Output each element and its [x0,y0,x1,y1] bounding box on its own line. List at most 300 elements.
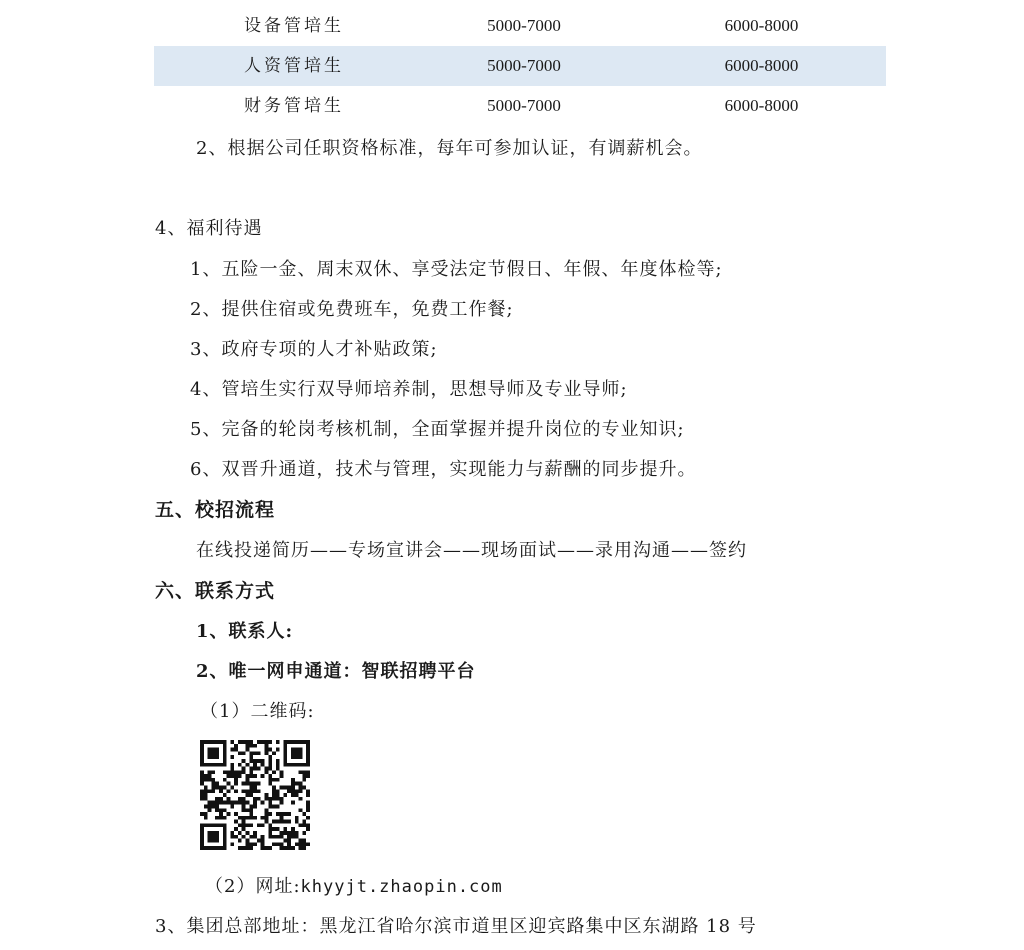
qr-module [253,804,257,808]
qr-module [215,839,219,843]
qr-module [223,740,227,744]
qr-module [295,820,299,824]
qr-module [299,842,303,846]
qr-module [223,778,227,782]
qr-module [268,755,272,759]
qr-module [242,823,246,827]
qr-module [249,842,253,846]
qr-module [272,804,276,808]
qr-module [211,748,215,752]
qr-module [268,748,272,752]
benefit-item: 5、完备的轮岗考核机制，全面掌握并提升岗位的专业知识; [190,419,685,440]
qr-module [283,786,287,790]
qr-module [280,842,284,846]
qr-module [306,748,310,752]
qr-module [291,778,295,782]
qr-module [200,839,204,843]
qr-module [242,835,246,839]
qr-module [287,831,291,835]
qr-module [283,827,287,831]
qr-module [287,763,291,767]
qr-module [272,786,276,790]
qr-module [287,786,291,790]
qr-module [261,835,265,839]
qr-module [268,740,272,744]
qr-module [208,770,212,774]
qr-module [295,763,299,767]
qr-module [200,759,204,763]
qr-module [276,812,280,816]
qr-module [280,846,284,850]
qr-module [227,812,231,816]
qr-module [283,744,287,748]
qr-module [219,846,223,850]
qr-module [215,797,219,801]
qr-module [272,789,276,793]
qr-module [257,759,261,763]
qr-module [283,820,287,824]
qr-module [208,801,212,805]
qr-module [215,816,219,820]
qr-module [211,801,215,805]
qr-module [299,789,303,793]
qr-module [246,744,250,748]
qr-module [246,839,250,843]
qr-module [291,846,295,850]
qr-module [242,808,246,812]
qr-module [242,816,246,820]
qr-module [276,740,280,744]
qr-module [299,770,303,774]
qr-module [219,789,223,793]
qr-module [215,755,219,759]
qr-module [246,801,250,805]
qr-module [219,786,223,790]
qr-module [264,808,268,812]
qr-module [234,789,238,793]
qr-module [204,823,208,827]
qr-module [200,774,204,778]
qr-module [230,767,234,771]
qr-module [208,823,212,827]
qr-module [295,751,299,755]
qr-module [223,842,227,846]
qr-module [306,842,310,846]
qr-module [306,823,310,827]
qr-module [253,767,257,771]
qr-module [302,786,306,790]
qr-module [246,748,250,752]
qr-module [257,789,261,793]
qr-module [272,770,276,774]
qr-module [253,759,257,763]
qr-module [230,804,234,808]
qr-module [268,827,272,831]
qr-module [234,778,238,782]
salary-range-b-cell: 6000-8000 [724,56,799,75]
qr-module [302,774,306,778]
qr-module [283,740,287,744]
qr-module [238,751,242,755]
qr-module [295,740,299,744]
qr-module [268,835,272,839]
qr-module [302,823,306,827]
qr-module [215,801,219,805]
qr-module [223,839,227,843]
qr-module [264,846,268,850]
process-flow: 在线投递简历——专场宣讲会——现场面试——录用沟通——签约 [196,540,747,561]
qr-module [302,740,306,744]
qr-module [230,835,234,839]
qr-module [280,797,284,801]
qr-module [238,763,242,767]
qr-module [257,751,261,755]
qr-module [200,797,204,801]
qr-module [268,804,272,808]
qr-module [249,759,253,763]
qr-module [234,744,238,748]
benefit-item: 6、双晋升通道，技术与管理，实现能力与薪酬的同步提升。 [190,459,697,480]
qr-module [261,816,265,820]
qr-module [295,831,299,835]
qr-module [238,839,242,843]
qr-module [200,744,204,748]
qr-module [249,782,253,786]
qr-module [261,839,265,843]
qr-module [276,767,280,771]
qr-module [204,786,208,790]
application-channel: 2、唯一网申通道：智联招聘平台 [196,661,476,682]
qr-module [264,767,268,771]
qr-module [268,763,272,767]
recruitment-url-link[interactable]: khyyjt.zhaopin.com [300,877,503,897]
qr-module [264,812,268,816]
qr-module [211,770,215,774]
qr-module [261,740,265,744]
qr-module [291,740,295,744]
qr-module [249,744,253,748]
qr-module [283,846,287,850]
qr-module [211,786,215,790]
qr-module [253,763,257,767]
qr-module [283,793,287,797]
qr-module [204,846,208,850]
qr-module [295,748,299,752]
qr-module [253,751,257,755]
qr-module [219,812,223,816]
qr-module [246,789,250,793]
qr-module [230,801,234,805]
qr-module [242,827,246,831]
qr-module [200,789,204,793]
qr-module [295,816,299,820]
qr-module [280,770,284,774]
qr-module [268,797,272,801]
qr-module [223,751,227,755]
qr-module [208,846,212,850]
qr-module [219,763,223,767]
qr-module [211,755,215,759]
qr-module [211,789,215,793]
salary-range-a-cell: 5000-7000 [487,96,561,115]
qr-module [299,782,303,786]
qr-module [299,823,303,827]
qr-module [211,751,215,755]
qr-module [264,793,268,797]
qr-module [264,816,268,820]
qr-module [306,801,310,805]
qr-module [299,786,303,790]
qr-module [200,778,204,782]
qr-module [238,816,242,820]
qr-module [283,759,287,763]
position-cell: 人资管培生 [244,56,344,76]
qr-module [253,782,257,786]
qr-module [211,763,215,767]
qr-module [264,751,268,755]
qr-module [249,816,253,820]
qr-module [242,797,246,801]
qr-module [215,835,219,839]
qr-module [208,751,212,755]
qr-module [249,789,253,793]
qr-module [276,835,280,839]
qr-module [219,797,223,801]
qr-module [200,748,204,752]
qr-module [238,740,242,744]
qr-module [249,808,253,812]
qr-module [268,823,272,827]
qr-module [227,770,231,774]
qr-module [264,744,268,748]
qr-module [215,808,219,812]
qr-module [306,770,310,774]
qr-module [253,786,257,790]
qr-module [234,774,238,778]
qr-module [283,748,287,752]
qr-module [287,842,291,846]
qr-module [291,786,295,790]
position-cell: 设备管培生 [244,16,344,36]
hq-address: 3、集团总部地址：黑龙江省哈尔滨市道里区迎宾路集中区东湖路 18 号 [155,916,757,937]
qr-module [264,770,268,774]
qr-module [287,812,291,816]
qr-module [219,808,223,812]
qr-module [200,751,204,755]
qr-module [306,744,310,748]
qr-module [208,748,212,752]
qr-module [223,748,227,752]
qr-module [276,759,280,763]
qr-module [299,808,303,812]
qr-module [211,740,215,744]
qr-module [299,839,303,843]
qr-module [223,801,227,805]
qr-module [238,770,242,774]
qr-module [208,763,212,767]
qr-module [302,846,306,850]
qr-module [242,751,246,755]
qr-module [291,782,295,786]
qr-module [242,846,246,850]
benefit-item: 4、管培生实行双导师培养制，思想导师及专业导师; [190,379,628,400]
qr-module [200,831,204,835]
qr-module [283,751,287,755]
qr-module [223,835,227,839]
qr-module [215,782,219,786]
qr-module [302,763,306,767]
qr-module [223,827,227,831]
qr-module [302,770,306,774]
qr-module [299,755,303,759]
qr-module [283,755,287,759]
qr-module [299,846,303,850]
qr-module [268,812,272,816]
qr-module [211,778,215,782]
qr-module [299,748,303,752]
qr-module [253,816,257,820]
qr-module [200,827,204,831]
qr-module [204,740,208,744]
qr-module [238,823,242,827]
qr-module [287,789,291,793]
qr-module [242,740,246,744]
qr-module [291,751,295,755]
qr-module [246,774,250,778]
qr-module [302,831,306,835]
qr-module [291,835,295,839]
qr-module [257,767,261,771]
qr-module [302,842,306,846]
qr-module [306,774,310,778]
qr-module [230,842,234,846]
qr-module [276,778,280,782]
qr-module [249,793,253,797]
qr-module [223,793,227,797]
qr-module [306,755,310,759]
table-row [154,86,886,126]
qr-module [249,755,253,759]
qr-module [249,774,253,778]
qr-module [211,782,215,786]
qr-module [261,823,265,827]
qr-module [208,755,212,759]
qr-module [272,797,276,801]
qr-module [280,816,284,820]
qr-module [291,748,295,752]
qr-module [204,763,208,767]
qr-module [230,786,234,790]
qr-module [306,804,310,808]
salary-range-a-cell: 5000-7000 [487,56,561,75]
qr-module [215,823,219,827]
qr-module [268,759,272,763]
qr-module [242,801,246,805]
salary-range-b-cell: 6000-8000 [724,16,799,35]
qr-module [261,774,265,778]
qr-module [223,759,227,763]
qr-module [246,793,250,797]
qr-module [264,797,268,801]
qr-module [291,801,295,805]
qr-module [276,789,280,793]
qr-module [249,835,253,839]
qr-module [234,748,238,752]
url-row [205,872,503,898]
qr-module [208,804,212,808]
qr-module [276,748,280,752]
qr-module [295,755,299,759]
qr-module [249,767,253,771]
qr-module [280,786,284,790]
qr-module [208,789,212,793]
benefit-item: 3、政府专项的人才补贴政策; [190,339,438,360]
qr-module [280,812,284,816]
qr-module [272,835,276,839]
qr-module [208,740,212,744]
qr-module [246,740,250,744]
qr-module [246,778,250,782]
qr-module [230,748,234,752]
qr-module [276,820,280,824]
qr-module [264,748,268,752]
qr-module [280,774,284,778]
qr-module [215,831,219,835]
qr-module [249,751,253,755]
qr-module [223,816,227,820]
qr-module [211,831,215,835]
qr-module [200,740,204,744]
qr-module [234,835,238,839]
qr-module [299,751,303,755]
qr-module [238,774,242,778]
qr-module [208,839,212,843]
qr-module [223,808,227,812]
qr-module [276,793,280,797]
qr-module [283,763,287,767]
qr-module [242,820,246,824]
qr-module [276,797,280,801]
qr-module [272,778,276,782]
qr-module [291,793,295,797]
qr-module [200,823,204,827]
qr-module [215,751,219,755]
qr-module [257,782,261,786]
qr-module [246,816,250,820]
qr-module [287,740,291,744]
qr-module [249,770,253,774]
qr-module [249,804,253,808]
qr-module [200,763,204,767]
qr-module [283,839,287,843]
qr-module [302,778,306,782]
table-row [154,46,886,86]
qr-module [291,755,295,759]
qr-module [295,793,299,797]
qr-module [238,846,242,850]
qr-module [253,831,257,835]
qr-module [204,804,208,808]
qr-module [204,789,208,793]
qr-module [268,831,272,835]
qr-module [246,823,250,827]
qr-module [299,763,303,767]
qr-module [234,827,238,831]
qr-module [306,827,310,831]
qr-module [234,782,238,786]
qr-module [200,812,204,816]
qr-label: （1）二维码: [200,701,315,722]
